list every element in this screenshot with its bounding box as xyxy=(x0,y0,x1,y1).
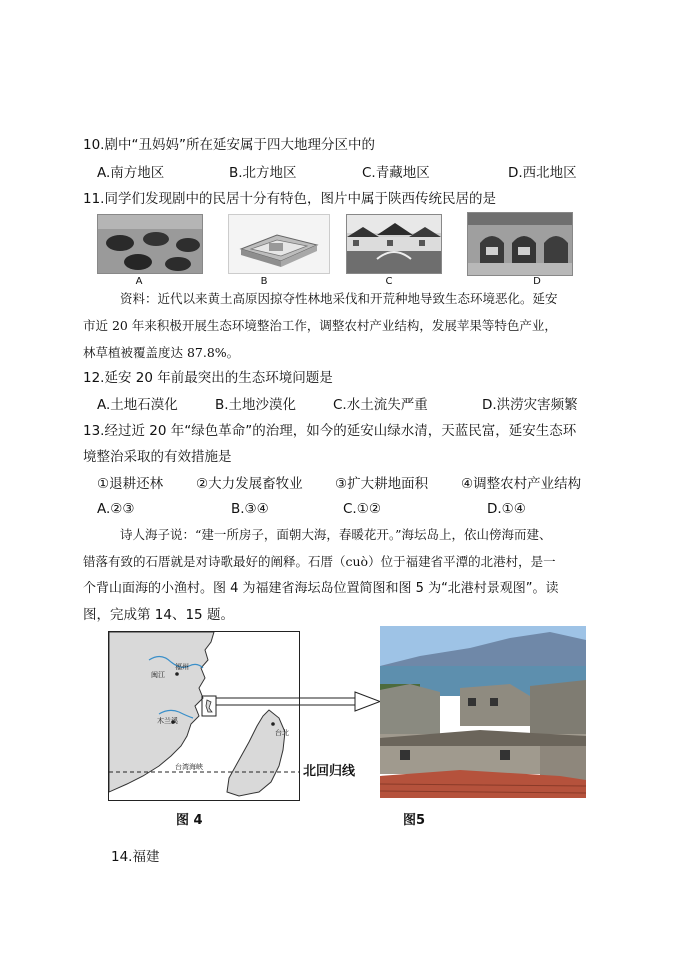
photo-a-label: A xyxy=(135,276,143,287)
poem-line-1: 诗人海子说：“建一所房子，面朝大海，春暖花开。”海坛岛上，依山傍海而建、 xyxy=(120,527,552,542)
q10-option-b: B.北方地区 xyxy=(229,165,297,181)
q13-measure-2: ②大力发展畜牧业 xyxy=(196,476,303,492)
material-line-3: 林草植被覆盖度达 87.8%。 xyxy=(83,345,240,360)
q12-stem: 12.延安 20 年前最突出的生态环境问题是 xyxy=(83,370,333,386)
q13-stem-line-1: 13.经过近 20 年“绿色革命”的治理，如今的延安山绿水清，天蓝民富，延安生态环 xyxy=(83,423,577,439)
q13-option-a: A.②③ xyxy=(97,501,135,517)
photo-d-image xyxy=(468,213,572,275)
q13-option-c: C.①② xyxy=(343,501,381,517)
photo-d xyxy=(467,212,573,276)
q13-option-d: D.①④ xyxy=(487,501,526,517)
figure-5-caption: 图5 xyxy=(403,813,426,828)
figure-4-caption: 图 4 xyxy=(176,813,203,828)
q10-option-c: C.青藏地区 xyxy=(362,165,430,181)
map-label-mulanxi: 木兰溪 xyxy=(157,717,178,725)
map-label-minjiang: 闽江 xyxy=(151,671,165,679)
map-label-fuzhou: 福州 xyxy=(175,663,189,671)
photo-d-label: D xyxy=(533,276,541,287)
beigang-village-photo xyxy=(380,626,586,798)
poem-line-2: 错落有致的石厝就是对诗歌最好的阐释。石厝（cuò）位于福建省平潭的北港村，是一 xyxy=(83,554,556,569)
photo-a-image xyxy=(98,215,202,273)
q13-measure-1: ①退耕还林 xyxy=(97,476,164,492)
map-label-tropic: 北回归线 xyxy=(303,764,356,779)
q13-measure-4: ④调整农村产业结构 xyxy=(461,476,582,492)
q13-measure-3: ③扩大耕地面积 xyxy=(335,476,429,492)
map-label-taibei: 台北 xyxy=(275,729,289,737)
material-line-2: 市近 20 年来积极开展生态环境整治工作，调整农村产业结构，发展苹果等特色产业， xyxy=(83,318,557,333)
q11-stem: 11.同学们发现剧中的民居十分有特色，图片中属于陕西传统民居的是 xyxy=(83,191,496,207)
q12-option-c: C.水土流失严重 xyxy=(333,397,428,413)
q13-option-b: B.③④ xyxy=(231,501,269,517)
poem-line-4: 图，完成第 14、15 题。 xyxy=(83,607,234,623)
q10-option-a: A.南方地区 xyxy=(97,165,165,181)
q12-option-b: B.土地沙漠化 xyxy=(215,397,297,413)
q13-stem-line-2: 境整治采取的有效措施是 xyxy=(83,449,232,465)
q14-stem: 14.福建 xyxy=(111,849,160,865)
poem-line-3: 个背山面海的小渔村。图 4 为福建省海坛岛位置简图和图 5 为“北港村景观图”。读 xyxy=(83,581,559,596)
fujian-map-drawing xyxy=(109,632,299,800)
q10-option-d: D.西北地区 xyxy=(508,165,577,181)
photo-b-label: B xyxy=(260,276,268,287)
material-line-1: 资料：近代以来黄土高原因掠夺性林地采伐和开荒种地导致生态环境恶化。延安 xyxy=(120,291,558,306)
q10-stem: 10.剧中“丑妈妈”所在延安属于四大地理分区中的 xyxy=(83,137,375,153)
photo-c-image xyxy=(347,215,441,273)
photo-c-label: C xyxy=(385,276,393,287)
beigang-village-image xyxy=(380,626,586,798)
photo-a xyxy=(97,214,203,274)
pointer-arrow xyxy=(210,690,385,714)
q12-option-a: A.土地石漠化 xyxy=(97,397,178,413)
photo-b xyxy=(228,214,330,274)
photo-b-image xyxy=(229,215,329,273)
fujian-map xyxy=(108,631,300,801)
q12-option-d: D.洪涝灾害频繁 xyxy=(482,397,578,413)
photo-c xyxy=(346,214,442,274)
map-label-strait: 台湾海峡 xyxy=(175,763,203,771)
